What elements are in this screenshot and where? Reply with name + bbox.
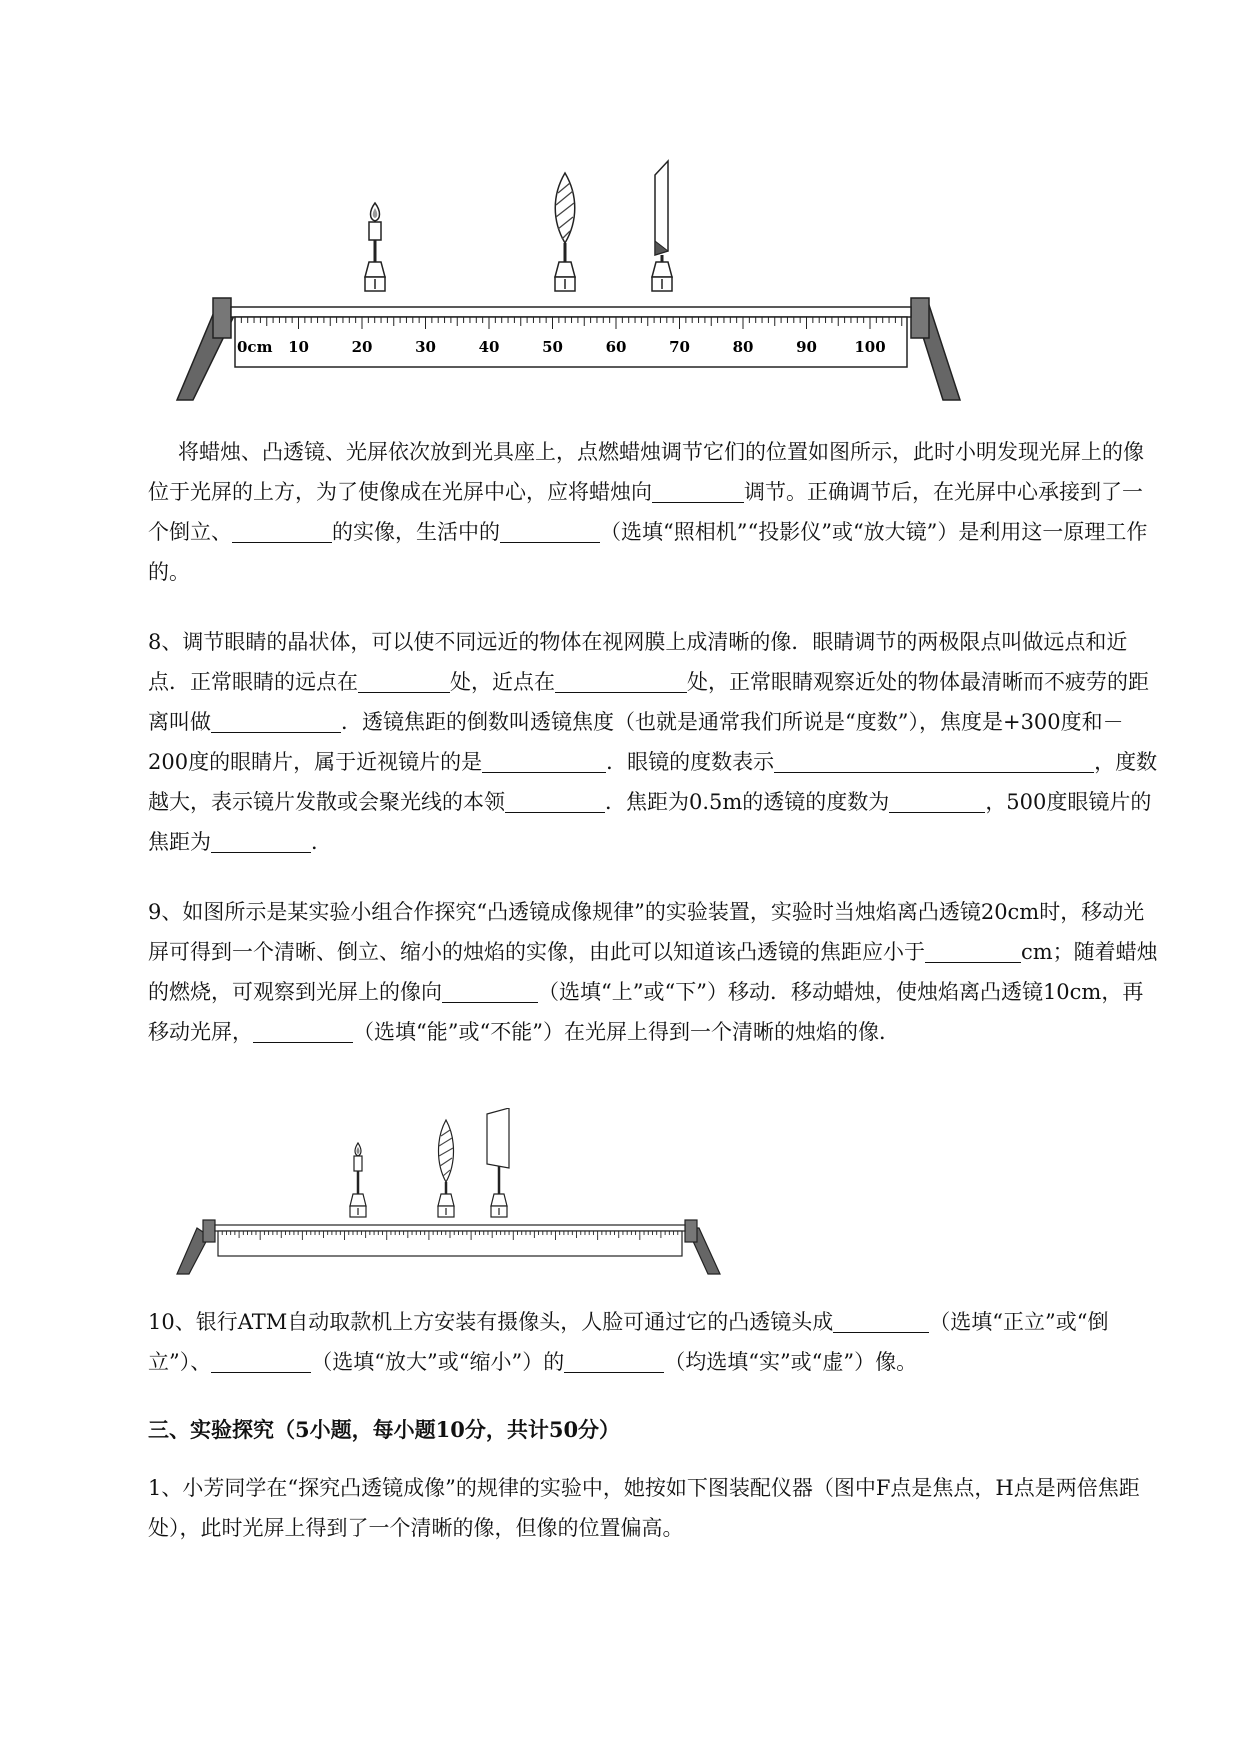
q7-text-part: 调节。正确调节后，在光屏中心承接到了一个倒立、 xyxy=(148,480,1143,544)
answer-blank[interactable] xyxy=(889,790,985,813)
component-holders xyxy=(365,262,672,291)
q8-text-part: ，500度眼镜片的焦距为 xyxy=(148,790,1152,854)
scale-label: 50 xyxy=(542,338,563,356)
scale-label: 40 xyxy=(478,338,500,356)
q9-text-part: （选填“上”或“下”）移动．移动蜡烛，使烛焰离凸透镜10cm，再移动光屏， xyxy=(148,980,1144,1044)
candle-holder xyxy=(365,262,385,291)
candle xyxy=(369,203,381,262)
scale-label: 100 xyxy=(854,338,886,356)
q8-text-part: ．眼镜的度数表示 xyxy=(606,750,775,774)
question-8-text xyxy=(148,622,1163,862)
q7-text-part: 将蜡烛、凸透镜、光屏依次放到光具座上，点燃蜡烛调节它们的位置如图所示，此时小明发现光屏上的像位于光屏的上方，为了使像成在光屏中心，应将蜡烛向 xyxy=(148,440,1144,504)
answer-blank[interactable] xyxy=(211,1350,311,1373)
q10-text-part: （选填“正立”或“倒立”）、 xyxy=(148,1310,1109,1374)
q8-text-part: 8、调节眼睛的晶状体，可以使不同远近的物体在视网膜上成清晰的像．眼睛调节的两极限点叫做远点和近点．正常眼睛的远点在 xyxy=(148,630,1128,694)
answer-blank[interactable] xyxy=(211,710,341,733)
q8-text-part: 处，近点在 xyxy=(450,670,555,694)
optical-bench-figure-2 xyxy=(175,1108,735,1280)
q8-text-part: 处，正常眼睛观察近处的物体最清晰而不疲劳的距离叫做 xyxy=(148,670,1149,734)
q10-text-part: （选填“放大”或“缩小”）的 xyxy=(311,1350,565,1374)
q8-text-part: ．透镜焦距的倒数叫透镜焦度（也就是通常我们所说是“度数”），焦度是+300度和－200度的眼睛片，属于近视镜片的是 xyxy=(148,710,1124,774)
question-7-text xyxy=(148,432,1163,592)
answer-blank[interactable] xyxy=(564,1350,664,1373)
answer-blank[interactable] xyxy=(232,520,332,543)
scale-label: 20 xyxy=(351,338,373,356)
optical-bench-figure-1 xyxy=(175,155,975,410)
section-3-question-1-text: 1、小芳同学在“探究凸透镜成像”的规律的实验中，她按如下图装配仪器（图中F点是焦点，H点是两倍焦距处），此时光屏上得到了一个清晰的像，但像的位置偏高。 xyxy=(148,1476,1140,1540)
bench2-rail xyxy=(215,1225,685,1231)
scale-label: 10 xyxy=(288,338,309,356)
q8-text-part: ．焦距为0.5m的透镜的度数为 xyxy=(605,790,890,814)
question-9-text xyxy=(148,892,1163,1052)
q9-text-part: （选填“能”或“不能”）在光屏上得到一个清晰的烛焰的像． xyxy=(353,1020,900,1044)
question-10-text xyxy=(148,1302,1163,1382)
q8-text-part: ． xyxy=(311,830,332,854)
bench2-candle xyxy=(350,1143,366,1217)
bench2-left-end-block xyxy=(203,1220,215,1242)
scale-unit-label: 0cm xyxy=(237,338,273,356)
bench-right-end-block xyxy=(911,298,929,338)
answer-blank[interactable] xyxy=(774,750,1094,773)
bench-rail xyxy=(231,307,911,317)
scale-label: 90 xyxy=(796,338,817,356)
scale-label: 70 xyxy=(669,338,690,356)
answer-blank[interactable] xyxy=(500,520,600,543)
answer-blank[interactable] xyxy=(211,830,311,853)
lens-holder xyxy=(555,262,575,291)
bench2-convex-lens xyxy=(438,1120,454,1217)
light-screen xyxy=(655,161,668,262)
scale-label: 60 xyxy=(605,338,627,356)
q8-text-part: ，度数越大，表示镜片发散或会聚光线的本领 xyxy=(148,750,1158,814)
answer-blank[interactable] xyxy=(482,750,606,773)
answer-blank[interactable] xyxy=(652,480,744,503)
answer-blank[interactable] xyxy=(833,1310,929,1333)
screen-holder xyxy=(652,262,672,291)
answer-blank[interactable] xyxy=(925,940,1021,963)
q9-text-part: cm；随着蜡烛的燃烧，可观察到光屏上的像向 xyxy=(148,940,1158,1004)
answer-blank[interactable] xyxy=(253,1020,353,1043)
answer-blank[interactable] xyxy=(442,980,538,1003)
answer-blank[interactable] xyxy=(358,670,450,693)
scale-label: 80 xyxy=(732,338,754,356)
bench-left-end-block xyxy=(213,298,231,338)
q9-text-part: 9、如图所示是某实验小组合作探究“凸透镜成像规律”的实验装置，实验时当烛焰离凸透镜20cm时，移动光屏可得到一个清晰、倒立、缩小的烛焰的实像，由此可以知道该凸透镜的焦距应小于 xyxy=(148,900,1145,964)
q7-text-part: （选填“照相机”“投影仪”或“放大镜”）是利用这一原理工作的。 xyxy=(148,520,1148,584)
bench2-light-screen xyxy=(487,1108,509,1217)
answer-blank[interactable] xyxy=(555,670,687,693)
q10-text-part: （均选填“实”或“虚”）像。 xyxy=(664,1350,918,1374)
convex-lens xyxy=(555,173,575,262)
scale-label: 30 xyxy=(415,338,436,356)
bench2-right-end-block xyxy=(685,1220,697,1242)
q10-text-part: 10、银行ATM自动取款机上方安装有摄像头，人脸可通过它的凸透镜头成 xyxy=(148,1310,834,1334)
section-3-heading: 三、实验探究（5小题，每小题10分，共计50分） xyxy=(148,1417,621,1442)
answer-blank[interactable] xyxy=(505,790,605,813)
q7-text-part: 的实像，生活中的 xyxy=(332,520,500,544)
